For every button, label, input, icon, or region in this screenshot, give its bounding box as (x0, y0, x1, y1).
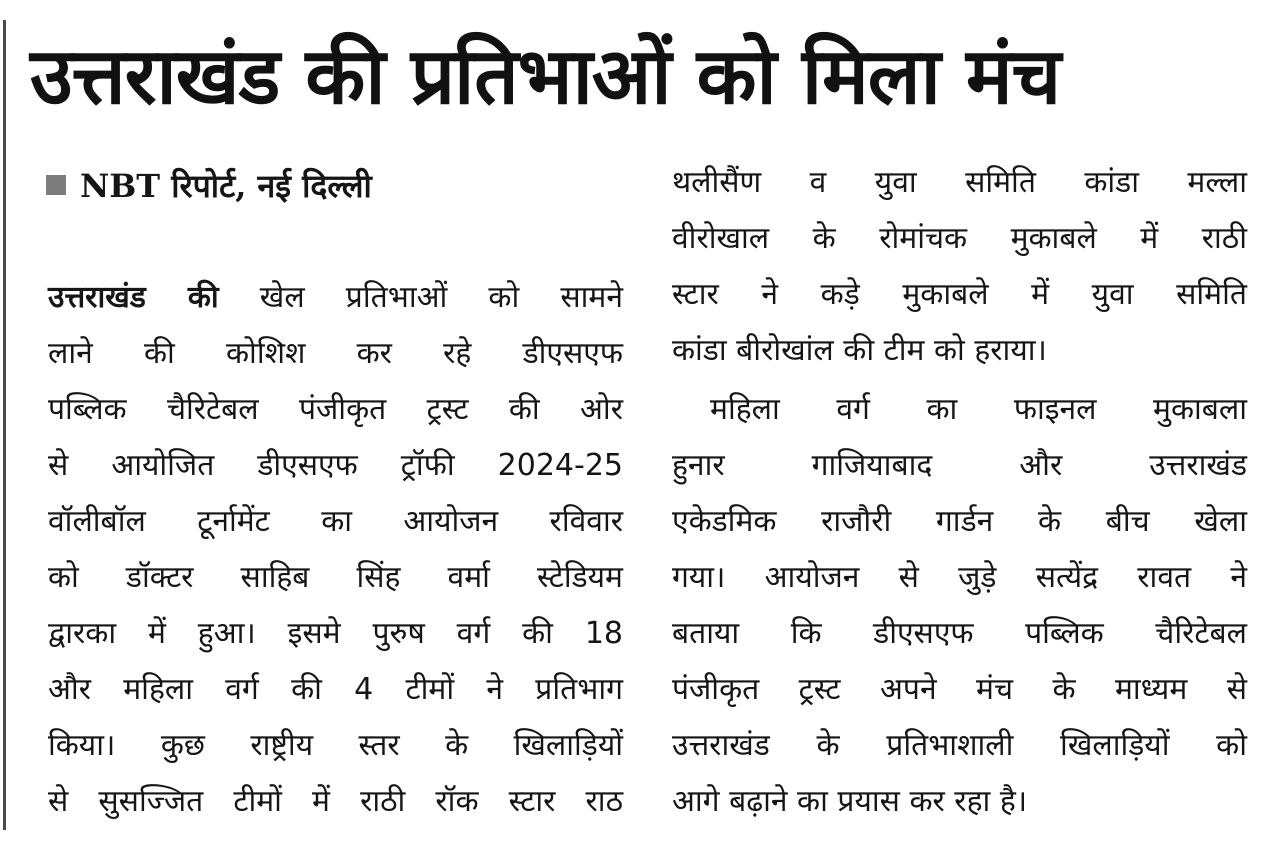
article-line: किया। कुछ राष्ट्रीय स्तर के खिलाड़ियों (48, 728, 623, 763)
article-line: स्टार ने कड़े मुकाबले में युवा समिति (672, 277, 1247, 312)
article-line: पंजीकृत ट्रस्ट अपने मंच के माध्यम से (672, 672, 1247, 707)
article-line: वॉलीबॉल टूर्नामेंट का आयोजन रविवार (48, 504, 623, 539)
article-line: पब्लिक चैरिटेबल पंजीकृत ट्रस्ट की ओर (48, 392, 623, 427)
article-line: को डॉक्टर साहिब सिंह वर्मा स्टेडियम (48, 560, 623, 595)
article-line: से आयोजित डीएसएफ ट्रॉफी 2024-25 (48, 448, 623, 483)
article-line (48, 270, 623, 326)
article-line: वीरोखाल के रोमांचक मुकाबले में राठी (672, 221, 1247, 256)
article-line: हुनार गाजियाबाद और उत्तराखंड (672, 448, 1247, 483)
line-text: खेल प्रतिभाओं को सामने (259, 280, 623, 315)
article-line: कांडा बीरोखांल की टीम को हराया। (672, 333, 1047, 368)
article-line: आगे बढ़ाने का प्रयास कर रहा है। (672, 784, 1028, 819)
article-line: थलीसैंण व युवा समिति कांडा मल्ला (672, 165, 1247, 200)
lead-words: उत्तराखंड की (48, 280, 219, 315)
byline (46, 160, 372, 210)
article-line: उत्तराखंड के प्रतिभाशाली खिलाड़ियों को (672, 728, 1247, 763)
bullet-square-icon (46, 175, 66, 195)
article-line: द्वारका में हुआ। इसमे पुरुष वर्ग की 18 (48, 616, 623, 651)
column-rule (3, 20, 6, 830)
article-line: एकेडमिक राजौरी गार्डन के बीच खेला (672, 504, 1247, 539)
byline-text: NBT रिपोर्ट, नई दिल्ली (80, 166, 372, 205)
headline: उत्तराखंड की प्रतिभाओं को मिला मंच (30, 32, 1061, 122)
article-line: लाने की कोशिश कर रहे डीएसएफ (48, 336, 623, 371)
article-line: महिला वर्ग का फाइनल मुकाबला (710, 392, 1247, 427)
article-line: बताया कि डीएसएफ पब्लिक चैरिटेबल (672, 616, 1247, 651)
article-line: से सुसज्जित टीमों में राठी रॉक स्टार राठ (48, 784, 623, 819)
article-line: गया। आयोजन से जुड़े सत्येंद्र रावत ने (672, 560, 1247, 595)
article-line: और महिला वर्ग की 4 टीमों ने प्रतिभाग (48, 672, 623, 707)
